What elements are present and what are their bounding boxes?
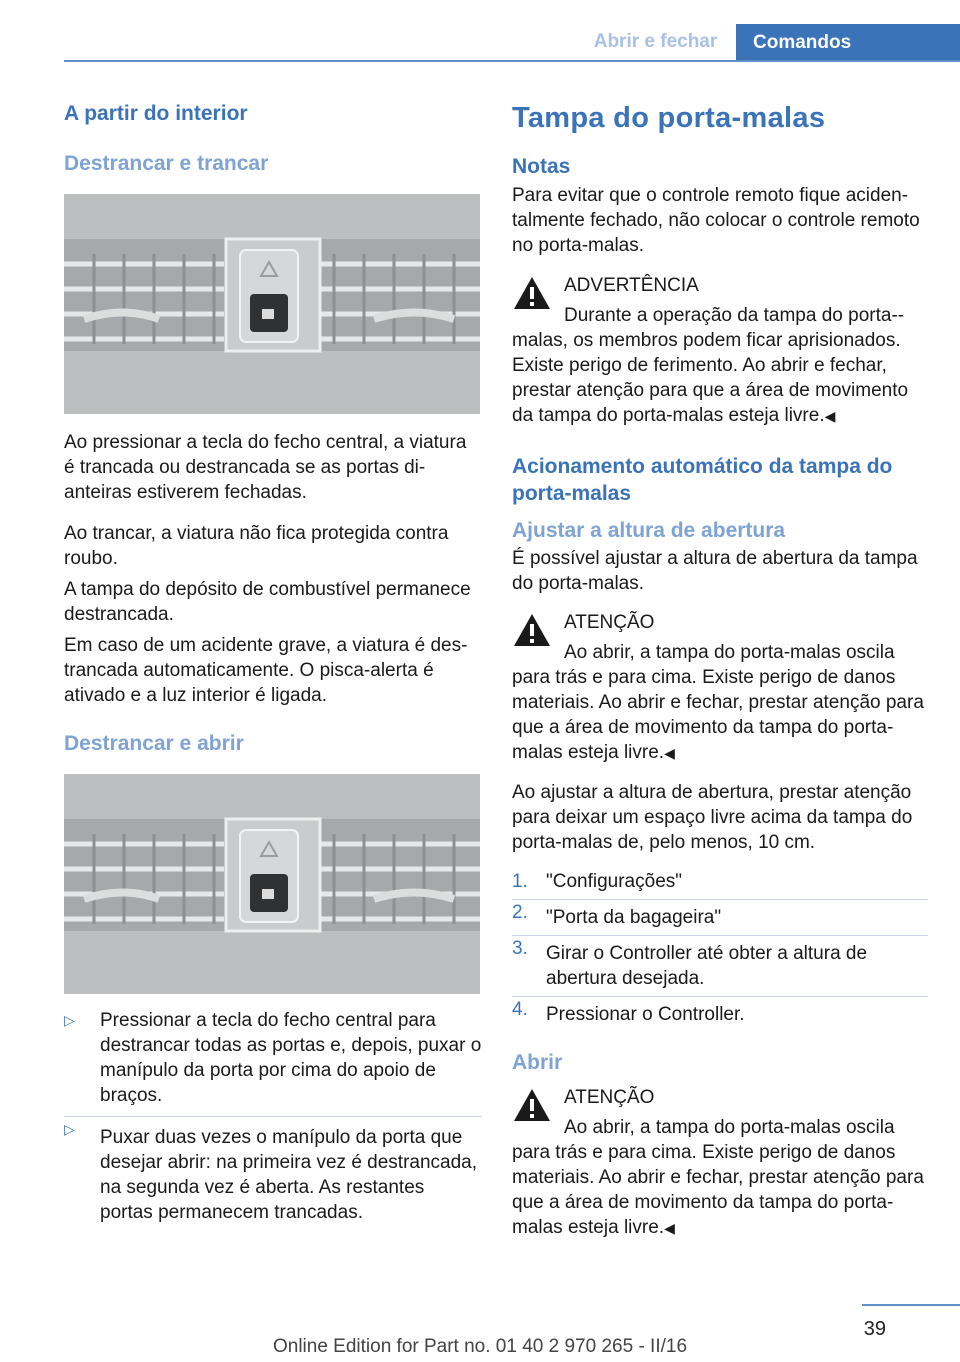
vent-illustration xyxy=(64,194,480,414)
heading-interior: A partir do interior xyxy=(64,102,248,125)
unlock-open-list xyxy=(64,1008,482,1225)
paragraph-adjust-clearance: Ao ajustar a altura de abertura, prestar atenção para deixar um espaço livre acima da tampa do porta-malas de, pelo menos, 10 cm. xyxy=(512,782,913,853)
warning-title: ATENÇÃO xyxy=(564,1087,655,1108)
warning-triangle-icon xyxy=(512,612,552,648)
page-title: Tampa do porta-malas xyxy=(512,102,826,134)
end-marker-icon: ◀ xyxy=(664,745,675,761)
warning-text: Ao abrir, a tampa do porta-malas oscila para trás e para cima. Existe perigo de danos materiais. Ao abrir e fechar, prestar atenção para que a área de movimento da tampa do porta-malas esteja livre. xyxy=(512,642,924,763)
paragraph-notes: Para evitar que o controle remoto fique acidentalmente fechado, não colocar o controle remoto no porta-malas. xyxy=(512,185,920,256)
warning-triangle-icon xyxy=(512,275,552,311)
warning-title: ATENÇÃO xyxy=(564,612,655,633)
warning-box-1 xyxy=(512,273,928,429)
triangle-bullet-icon: ▷ xyxy=(64,1121,75,1137)
left-column xyxy=(64,102,482,1225)
paragraph-central-lock: Ao pressionar a tecla do fecho central, a viatura é trancada ou destrancada se as portas dianteiras estiverem fechadas. xyxy=(64,432,467,503)
warning-text: Ao abrir, a tampa do porta-malas oscila para trás e para cima. Existe perigo de danos materiais. Ao abrir e fechar, prestar atenção para que a área de movimento da tampa do porta-malas esteja livre. xyxy=(512,1117,924,1238)
edition-footer: Online Edition for Part no. 01 40 2 970 265 - II/16 xyxy=(272,1336,688,1357)
end-marker-icon: ◀ xyxy=(664,1220,675,1236)
warning-text: Durante a operação da tampa do porta-malas, os membros podem ficar aprisionados. Existe perigo de ferimento. Ao abrir e fechar, prestar atenção para que a área de movimento da tampa do porta-malas esteja livre. xyxy=(512,305,909,426)
list-item: ▷ Puxar duas vezes o manípulo da porta que desejar abrir: na primeira vez é destrancada, na segunda vez é aberta. As restantes portas permanecem trancadas. xyxy=(64,1116,482,1225)
header-rule xyxy=(64,60,960,62)
chapter-tab[interactable]: Comandos xyxy=(736,24,960,62)
page-number: 39 xyxy=(863,1318,886,1340)
paragraph-adjust-intro: É possível ajustar a altura de abertura da tampa do porta-malas. xyxy=(512,548,918,594)
section-tab[interactable]: Abrir e fechar xyxy=(593,31,718,52)
list-item: ▷ Pressionar a tecla do fecho central para destrancar todas as portas e, depois, puxar o manípulo da porta por cima do apoio de braços. xyxy=(64,1010,482,1106)
list-item: 2. "Porta da bagageira" xyxy=(512,899,928,930)
paragraph-fuel-flap: A tampa do depósito de combustível permanece destrancada. xyxy=(64,579,471,625)
list-item: 1. "Configurações" xyxy=(512,871,683,892)
heading-automatic: Acionamento automático da tampa do porta-malas xyxy=(512,455,893,505)
central-lock-button-photo-2 xyxy=(64,774,480,994)
vent-illustration-2 xyxy=(64,774,480,994)
warning-title: ADVERTÊNCIA xyxy=(564,275,699,296)
page-number-rule xyxy=(862,1304,960,1306)
warning-box-3 xyxy=(512,1085,928,1241)
heading-unlock-lock: Destrancar e trancar xyxy=(64,152,269,175)
central-lock-button-photo xyxy=(64,194,480,414)
triangle-bullet-icon: ▷ xyxy=(64,1012,75,1028)
paragraph-theft: Ao trancar, a viatura não fica protegida contra roubo. xyxy=(64,523,449,569)
steps-list xyxy=(512,869,928,1027)
heading-adjust-height: Ajustar a altura de abertura xyxy=(512,519,786,542)
list-item: 4. Pressionar o Controller. xyxy=(512,996,928,1027)
heading-notes: Notas xyxy=(512,155,571,178)
warning-triangle-icon xyxy=(512,1087,552,1123)
paragraph-accident: Em caso de um acidente grave, a viatura é destrancada automaticamente. O pisca-alerta é ativado e a luz interior é ligada. xyxy=(64,635,468,706)
heading-open: Abrir xyxy=(512,1051,563,1074)
right-column xyxy=(512,102,928,1241)
end-marker-icon: ◀ xyxy=(824,408,836,424)
list-item: 3. Girar o Controller até obter a altura de abertura desejada. xyxy=(512,935,928,991)
warning-box-2 xyxy=(512,610,928,766)
heading-unlock-open: Destrancar e abrir xyxy=(64,732,244,755)
